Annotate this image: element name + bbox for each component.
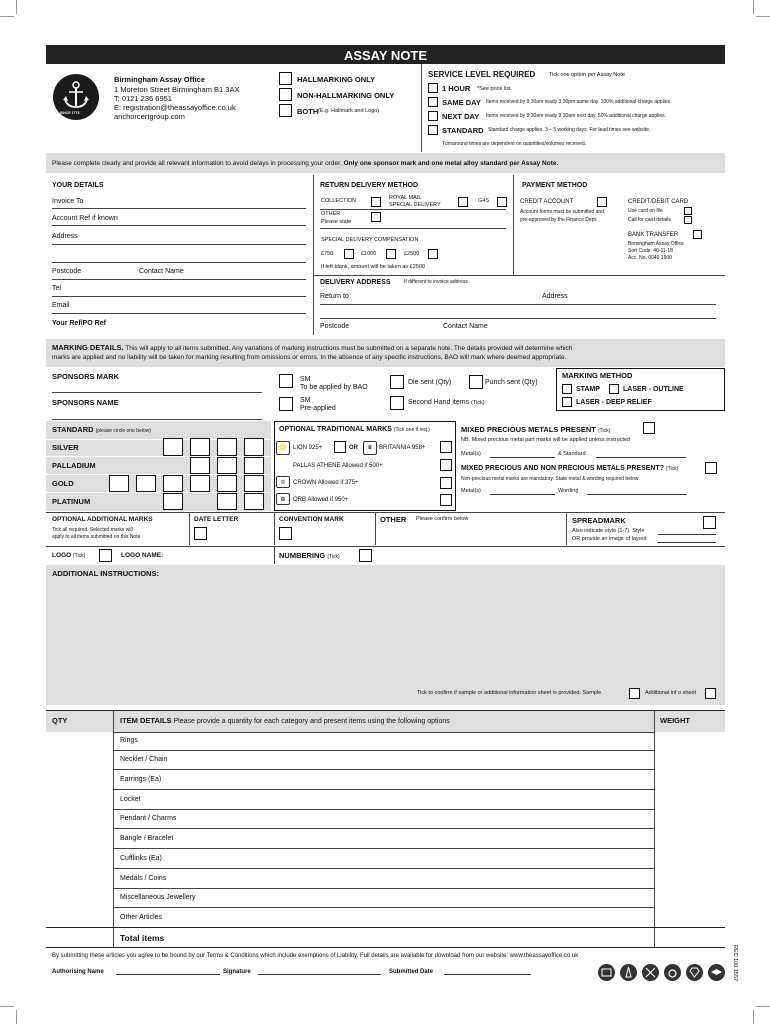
please-state-label: Please state [321,219,352,225]
die-sent-checkbox[interactable] [390,375,404,389]
standard-checkbox[interactable] [428,125,438,135]
sample-confirm-label: Tick to confirm if sample or additional information sheet is provided. Sample [417,690,602,696]
one-hour-checkbox[interactable] [428,83,438,93]
stamp-label: STAMP [576,386,600,393]
standard-service-note: Standard charge applies. 3 – 5 working days. For lead times see website. [488,127,651,133]
your-ref-label: Your Ref/PO Ref [52,320,106,327]
contact-name-label: Contact Name [139,268,184,275]
both-checkbox[interactable] [279,104,292,117]
gold-box-2[interactable] [136,475,156,492]
item-row-rings: Rings [120,737,138,744]
sm-bao-label-a: SM [300,376,311,383]
gold-box-4[interactable] [190,475,210,492]
card-on-file-checkbox[interactable] [684,207,692,215]
ring-icon [664,964,681,981]
authorising-name-label: Authorising Name [52,969,104,975]
account-ref-label: Account Ref if known [52,215,118,222]
comp-2500-label: £2500 [404,251,420,257]
mixed-standard-label: & Standard [558,451,586,457]
second-hand-checkbox[interactable] [390,396,404,410]
both-note: (E.g. Hallmark and Logo) [318,108,380,114]
palladium-box-1[interactable] [190,457,210,474]
bank-sort-code: Sort Code: 40-11-18 [628,248,673,254]
bank-transfer-checkbox[interactable] [693,230,702,239]
item-row-locket: Locket [120,796,141,803]
platinum-label: PLATINUM [52,497,91,506]
delivery-address-note: If different to invoice address [404,279,468,285]
comp-1000-checkbox[interactable] [386,249,396,259]
britannia-label: BRITANNIA 958+ [379,445,426,451]
royal-mail-label: ROYAL MAIL [389,195,422,201]
optional-note-1: Tick all required. Selected marks will [52,527,133,533]
total-items-label: Total items [120,933,165,943]
credit-note-2: pre-approved by the Finance Dept. [520,217,598,223]
spreadmark-note-2: OR provide an image of layout [572,536,647,542]
additional-instructions-title: ADDITIONAL INSTRUCTIONS: [52,569,159,578]
tel-label: Tel [52,285,61,292]
comp-2500-checkbox[interactable] [428,249,438,259]
same-day-checkbox[interactable] [428,97,438,107]
spreadmark-note-1: Also indicate style (1-7). Style [572,528,645,534]
palladium-box-2[interactable] [217,457,237,474]
crown-label: CROWN Allowed if 375+ [293,480,359,486]
lion-checkbox[interactable] [334,441,346,453]
gold-label: GOLD [52,479,74,488]
stamp-checkbox[interactable] [562,384,572,394]
email-label: Email [52,302,70,309]
compensation-default-note: If left blank, amount will be taken as £2500 [321,264,425,270]
certification-icon [598,964,615,981]
laser-relief-checkbox[interactable] [562,397,572,407]
marking-details-line1: MARKING DETAILS. This will apply to all items submitted. Any variations of marking instructions must be submitted on a separate note. The details provided will determine which [52,343,573,352]
address-label: Address [52,233,78,240]
sm-pre-label-b: Pre-applied [300,405,336,412]
standard-service-label: STANDARD [442,126,484,135]
platinum-box-3[interactable] [244,493,264,510]
platinum-box-2[interactable] [217,493,237,510]
next-day-checkbox[interactable] [428,111,438,121]
spreadmark-checkbox[interactable] [703,516,716,529]
palladium-box-3[interactable] [244,457,264,474]
other-delivery-checkbox[interactable] [371,212,381,222]
turnaround-note: Turnaround times are dependent on quantities/volumes received. [442,141,587,147]
credit-account-label: CREDIT ACCOUNT [520,199,574,205]
service-title: SERVICE LEVEL REQUIRED [428,70,536,79]
other-delivery-label: OTHER [321,211,341,217]
mixed-mandatory-note: Non-precious metal marks are mandatory. State metal & wording required below [461,476,639,482]
mixed-metal2-label: Metal(s) [461,488,481,494]
comp-750-label: £750 [321,251,334,257]
convention-mark-checkbox[interactable] [279,527,292,540]
laser-icon [620,964,637,981]
traditional-title: OPTIONAL TRADITIONAL MARKS (Tick one if req.) [279,426,430,433]
spreadmark-label: SPREADMARK [572,516,626,525]
education-icon [708,964,725,981]
mixed-title: MIXED PRECIOUS METALS PRESENT (Tick) [461,425,611,434]
mixed-nb: NB. Mixed precious metal part marks will be applied unless instructed [461,437,631,443]
delivery-address-title: DELIVERY ADDRESS [320,279,391,286]
date-letter-checkbox[interactable] [194,527,207,540]
item-row-earrings: Earrings (Ea) [120,776,162,783]
special-delivery-label: SPECIAL DELIVERY [389,202,441,208]
sample-checkbox[interactable] [629,688,640,699]
g4s-checkbox[interactable] [497,197,507,207]
page-title: ASSAY NOTE [343,48,428,63]
punch-sent-checkbox[interactable] [469,375,483,389]
logo-label: LOGO (Tick) [52,552,86,559]
comp-750-checkbox[interactable] [344,249,354,259]
gold-box-1[interactable] [109,475,129,492]
platinum-box-1[interactable] [163,493,183,510]
delivery-contact-label: Contact Name [443,323,488,330]
item-row-misc: Miscellaneous Jewellery [120,894,196,901]
palladium-label: PALLADIUM [52,461,96,470]
collection-label: COLLECTION [321,198,357,204]
standard-title: STANDARD (please circle one below) [52,425,151,434]
info-sheet-checkbox[interactable] [705,688,716,699]
item-row-pendant: Pendant / Charms [120,815,177,822]
mixed-checkbox[interactable] [643,422,655,434]
return-to-label: Return to [320,293,349,300]
item-row-medals: Medals / Coins [120,875,167,882]
silver-box-3[interactable] [217,438,237,456]
g4s-label: G4S [478,198,490,204]
same-day-label: SAME DAY [442,98,481,107]
signature-label: Signature [223,969,251,975]
mixed-non-precious-title: MIXED PRECIOUS AND NON PRECIOUS METALS PRESENT? (Tick) [461,465,679,472]
item-row-other: Other Articles [120,914,163,921]
submitted-date-label: Submitted Date [389,969,434,975]
silver-label: SILVER [52,443,79,452]
laser-relief-label: LASER - DEEP RELIEF [576,399,652,406]
orb-checkbox[interactable] [440,494,452,506]
office-address: 1 Moreton Street Birmingham B1 3AX [114,85,240,94]
one-hour-note: *See price list [477,86,511,92]
credit-account-checkbox[interactable] [597,197,607,207]
lion-label: LION 925+ [293,445,323,451]
terms-text: By submitting these articles you agree to be bound by our Terms & Conditions which include exemptions of Liability. Full details are available for download from our website: www.theassayoffice.co.uk [52,953,579,959]
crown-icon: ♔ [276,476,290,488]
mixed-metal-label: Metal(s) [461,451,481,457]
orb-icon: ⊕ [276,493,290,505]
pallas-label: PALLAS ATHENE Allowed if 500+ [293,463,383,469]
britannia-icon: ♛ [363,441,377,455]
item-details-header: ITEM DETAILS Please provide a quantity for each category and present items using the following options [120,716,450,725]
die-sent-label: Die sent (Qty) [408,379,452,386]
britannia-checkbox[interactable] [440,441,452,453]
card-on-file-label: Use card on file [628,208,663,214]
since-text: SINCE 1773 [60,111,80,115]
hallmarking-only-label: HALLMARKING ONLY [297,75,376,84]
sm-pre-applied-checkbox[interactable] [279,397,293,411]
silver-box-1[interactable] [163,438,183,456]
gold-box-6[interactable] [244,475,264,492]
same-day-note: Items received by 9:30am ready 3:30pm same day. 100% additional charge applies. [486,99,672,105]
sm-bao-label-b: To be applied by BAO [300,384,368,391]
weight-header: WEIGHT [660,716,690,725]
optional-marks-title: OPTIONAL ADDITIONAL MARKS [52,516,153,523]
lion-icon: ♌ [276,441,290,455]
card-call-checkbox[interactable] [684,216,692,224]
numbering-label: NUMBERING (Tick) [279,551,340,560]
bank-transfer-label: BANK TRANSFER [628,232,679,238]
numbering-checkbox[interactable] [359,549,372,562]
office-web: anchorcertgroup.com [114,112,185,121]
or-label: OR [349,445,358,451]
marking-details-line2: marks are applied and no liability will be taken for marking resulting from omissions or errors. In the absence of any specific instructions, BAO will mark where deemed appropriate. [52,354,567,361]
logo-name-label: LOGO NAME: [121,552,164,559]
silver-box-2[interactable] [190,438,210,456]
payment-method-title: PAYMENT METHOD [522,182,588,189]
next-day-note: Items received by 9:30am ready 9:30am next day. 50% additional charge applies. [486,113,667,119]
second-hand-label: Second Hand items (Tick) [408,399,485,406]
gold-box-3[interactable] [163,475,183,492]
service-note: Tick one option per Assay Note [549,72,625,78]
credit-note-1: Account forms must be submitted and [520,209,604,215]
office-email: E: registration@theassayoffice.co.uk [114,103,236,112]
your-details-title: YOUR DETAILS [52,182,104,189]
mixed-non-precious-checkbox[interactable] [705,462,717,474]
laser-outline-checkbox[interactable] [609,384,619,394]
orb-label: ORB Allowed if 950+ [293,497,349,503]
card-label: CREDIT/DEBIT CARD [628,199,689,205]
hallmarking-only-checkbox[interactable] [279,72,292,85]
next-day-label: NEXT DAY [442,112,480,121]
convention-mark-label: CONVENTION MARK [279,516,344,523]
sponsors-name-label: SPONSORS NAME [52,398,119,407]
silver-box-4[interactable] [244,438,264,456]
optional-note-2: apply to all items submitted on this Note [52,534,141,540]
mixed-wording-label: Wording [558,488,579,494]
bank-name: Birmingham Assay Office [628,241,684,247]
punch-sent-label: Punch sent (Qty) [485,379,538,386]
banner-text: Please complete clearly and provide all relevant information to avoid delays in processing your order. Only one sponsor mark and one metal alloy standard per Assay Note. [52,160,559,167]
laser-outline-label: LASER - OUTLINE [623,386,684,393]
invoice-to-label: Invoice To [52,198,84,205]
non-hallmarking-label: NON-HALLMARKING ONLY [297,91,395,100]
gold-box-5[interactable] [217,475,237,492]
sponsors-mark-label: SPONSORS MARK [52,372,120,381]
date-letter-label: DATE LETTER [194,516,239,523]
collection-checkbox[interactable] [371,197,381,207]
sm-pre-label-a: SM [300,397,311,404]
compensation-label: SPECIAL DELIVERY COMPENSATION [321,237,419,243]
comp-1000-label: £1000 [361,251,377,257]
item-row-bangle: Bangle / Bracelet [120,835,174,842]
info-sheet-label: Additional inf o sheet [645,690,697,696]
office-name: Birmingham Assay Office [114,75,205,84]
non-hallmarking-checkbox[interactable] [279,88,292,101]
office-tel: T: 0121 236 6951 [114,94,172,103]
item-row-cufflinks: Cufflinks (Ea) [120,855,162,862]
crown-checkbox[interactable] [440,477,452,489]
card-call-label: Call for card details [628,217,671,223]
item-row-necklet: Necklet / Chain [120,756,168,763]
pallas-checkbox[interactable] [440,459,452,471]
other-mark-label: OTHER [380,515,407,524]
document-code: REC 100 1557 [732,945,738,982]
delivery-address-label: Address [542,293,568,300]
sm-bao-checkbox[interactable] [279,374,293,388]
qty-header: QTY [52,716,68,725]
one-hour-label: 1 HOUR [442,84,471,93]
logo-checkbox[interactable] [99,549,112,562]
other-mark-note: Please confirm below [416,516,469,522]
marking-method-title: MARKING METHOD [562,371,633,380]
bank-account-number: Acc. No. 0040 1900 [628,255,672,261]
postcode-label: Postcode [52,268,82,275]
diamond-icon [686,964,703,981]
return-delivery-title: RETURN DELIVERY METHOD [320,182,419,189]
both-label: BOTH [297,107,319,116]
royal-mail-checkbox[interactable] [458,197,468,207]
delivery-postcode-label: Postcode [320,323,350,330]
tools-icon [642,964,659,981]
